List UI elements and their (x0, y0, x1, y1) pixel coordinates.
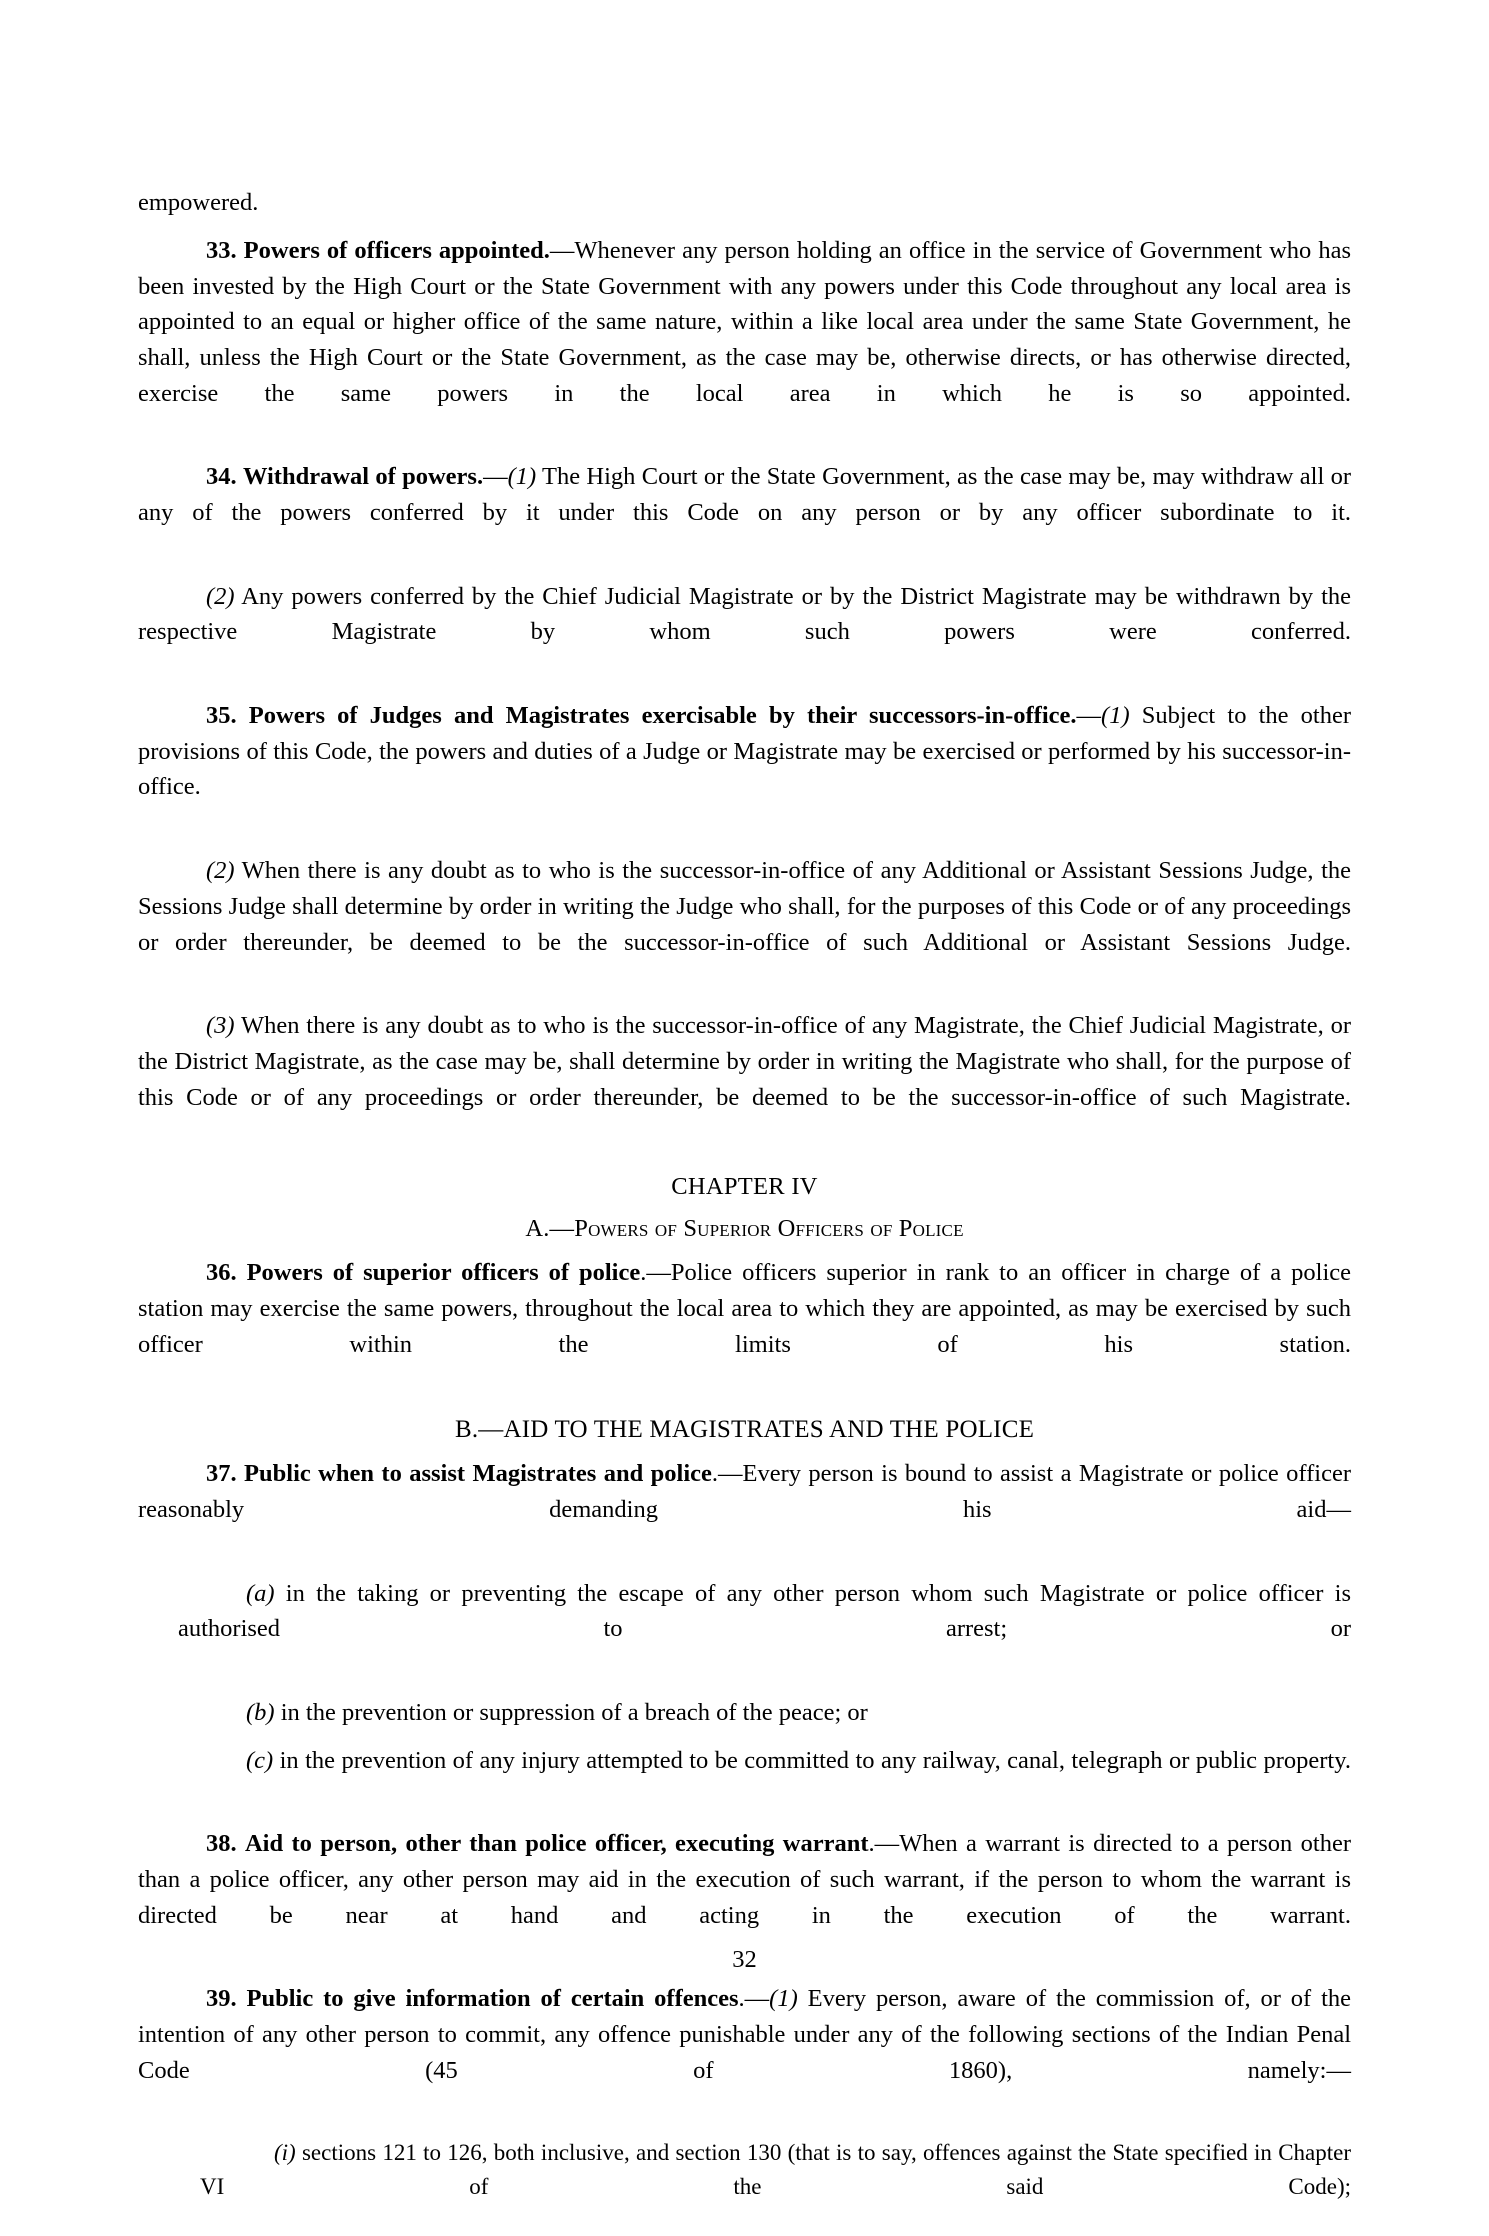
section-37-item-a-marker: (a) (246, 1579, 275, 1607)
section-33 (138, 233, 1351, 448)
section-39-body: Every person, aware of the commission of, or of the intention of any other person to commit, any offence punishable under any of the following sections of the Indian Penal Code (45 of 1860), namely:— (138, 1985, 1352, 2084)
section-37 (138, 1456, 1351, 1563)
section-34-heading: Withdrawal of powers. (242, 463, 484, 491)
section-39-heading: Public to give information of certain offences (246, 1985, 739, 2013)
section-39-dash: .— (738, 1985, 770, 2013)
carryover-paragraph (138, 185, 1351, 221)
section-34-body: The High Court or the State Government, as the case may be, may withdraw all or any of the powers conferred by it under this Code on any person or by any officer subordinate to it. (138, 463, 1351, 527)
section-35-sub-3 (138, 1008, 1351, 1151)
section-37-item-b-body: in the prevention or suppression of a breach of the peace; or (274, 1698, 868, 1726)
section-33-number: 33. (206, 236, 237, 264)
section-39-item-i-body: sections 121 to 126, both inclusive, and section 130 (that is to say, offences against the State specified in Chapter VI of the said Code); (200, 2140, 1351, 2199)
section-33-dash: — (549, 236, 575, 264)
section-34-marker: (1) (507, 463, 537, 491)
section-37-item-c-body: in the prevention of any injury attempted to be committed to any railway, canal, telegraph or public property. (273, 1746, 1351, 1774)
chapter-heading: CHAPTER IV (671, 1173, 818, 1201)
section-37-item-b (178, 1695, 1351, 1731)
section-34 (138, 459, 1351, 566)
section-33-body: Whenever any person holding an office in the service of Government who has been invested by the High Court or the State Government with any powers under this Code throughout any local area is appointed to an equal or higher office of the same nature, within a like local area under the same State Government, he shall, unless the High Court or the State Government, as the case may be, otherwise directs, or has otherwise directed, exercise the same powers in the local area in which he is so appointed. (138, 236, 1351, 407)
section-37-item-c-marker: (c) (246, 1746, 274, 1774)
section-36-number: 36. (206, 1259, 237, 1287)
subchapter-a-heading: A.—Powers of Superior Officers of Police (525, 1215, 964, 1243)
page-number: 32 (732, 1946, 757, 1973)
section-34-sub-2-body: Any powers conferred by the Chief Judicial Magistrate or by the District Magistrate may be withdrawn by the respective Magistrate by whom such powers were conferred. (138, 582, 1351, 646)
section-35-sub-2-marker: (2) (206, 857, 235, 885)
section-37-item-a-body: in the taking or preventing the escape of any other person whom such Magistrate or police officer is authorised to arrest; or (178, 1579, 1351, 1643)
section-34-number: 34. (206, 463, 237, 491)
section-35-sub-2 (138, 853, 1351, 996)
section-38-body: When a warrant is directed to a person other than a police officer, any other person may aid in the execution of such warrant, if the person to whom the warrant is directed be near at hand and acting in the execution of the warrant. (138, 1830, 1351, 1929)
section-37-body: Every person is bound to assist a Magistrate or police officer reasonably demanding his aid— (138, 1460, 1352, 1523)
subchapter-b-heading: B.—AID TO THE MAGISTRATES AND THE POLICE (454, 1416, 1035, 1444)
section-35-number: 35. (206, 701, 237, 729)
section-35-heading: Powers of Judges and Magistrates exercisable by their successors-in-office. (248, 701, 1077, 729)
section-35-marker: (1) (1101, 701, 1130, 729)
section-37-heading: Public when to assist Magistrates and police (244, 1460, 712, 1488)
section-39 (138, 1981, 1351, 2124)
page-body (138, 185, 1351, 2236)
section-37-item-b-marker: (b) (246, 1698, 275, 1726)
section-35-sub-3-body: When there is any doubt as to who is the successor-in-office of any Magistrate, the Chief Judicial Magistrate, or the District Magistrate, as the case may be, shall determine by order in writing the Magistrate who shall, for the purpose of this Code or of any proceedings or order thereunder, be deemed to be the successor-in-office of such Magistrate. (138, 1012, 1351, 1111)
section-37-number: 37. (206, 1460, 237, 1488)
section-39-marker: (1) (769, 1985, 798, 2013)
section-35-body: Subject to the other provisions of this Code, the powers and duties of a Judge or Magistrate may be exercised or performed by his successor-in-office. (138, 701, 1352, 801)
section-38-heading: Aid to person, other than police officer, executing warrant (244, 1830, 869, 1858)
section-36 (138, 1255, 1351, 1398)
section-36-heading: Powers of superior officers of police (246, 1259, 641, 1287)
section-38-number: 38. (206, 1830, 237, 1858)
section-34-dash: — (483, 463, 508, 491)
section-37-item-c (178, 1743, 1351, 1815)
section-35 (138, 698, 1351, 841)
section-35-dash: — (1076, 701, 1102, 729)
section-36-dash: .— (640, 1259, 671, 1287)
section-36-body: Police officers superior in rank to an officer in charge of a police station may exercise the same powers, throughout the local area to which they are appointed, as may be exercised by such officer within the limits of his station. (138, 1259, 1351, 1358)
section-39-item-i (200, 2136, 1351, 2236)
section-37-dash: .— (711, 1460, 743, 1488)
section-35-sub-2-body: When there is any doubt as to who is the successor-in-office of any Additional or Assistant Sessions Judge, the Sessions Judge shall determine by order in writing the Judge who shall, for the purposes of this Code or of any proceedings or order thereunder, be deemed to be the successor-in-office of such Additional or Assistant Sessions Judge. (138, 857, 1351, 956)
section-39-number: 39. (206, 1985, 237, 2013)
section-34-sub-2-marker: (2) (206, 582, 235, 610)
section-33-heading: Powers of officers appointed. (243, 236, 550, 264)
section-35-sub-3-marker: (3) (206, 1012, 235, 1040)
section-37-item-a (178, 1576, 1351, 1683)
section-39-item-i-marker: (i) (274, 2140, 296, 2166)
section-34-sub-2 (138, 579, 1351, 686)
carryover-text: empowered. (138, 189, 259, 216)
section-38-dash: .— (868, 1830, 900, 1858)
